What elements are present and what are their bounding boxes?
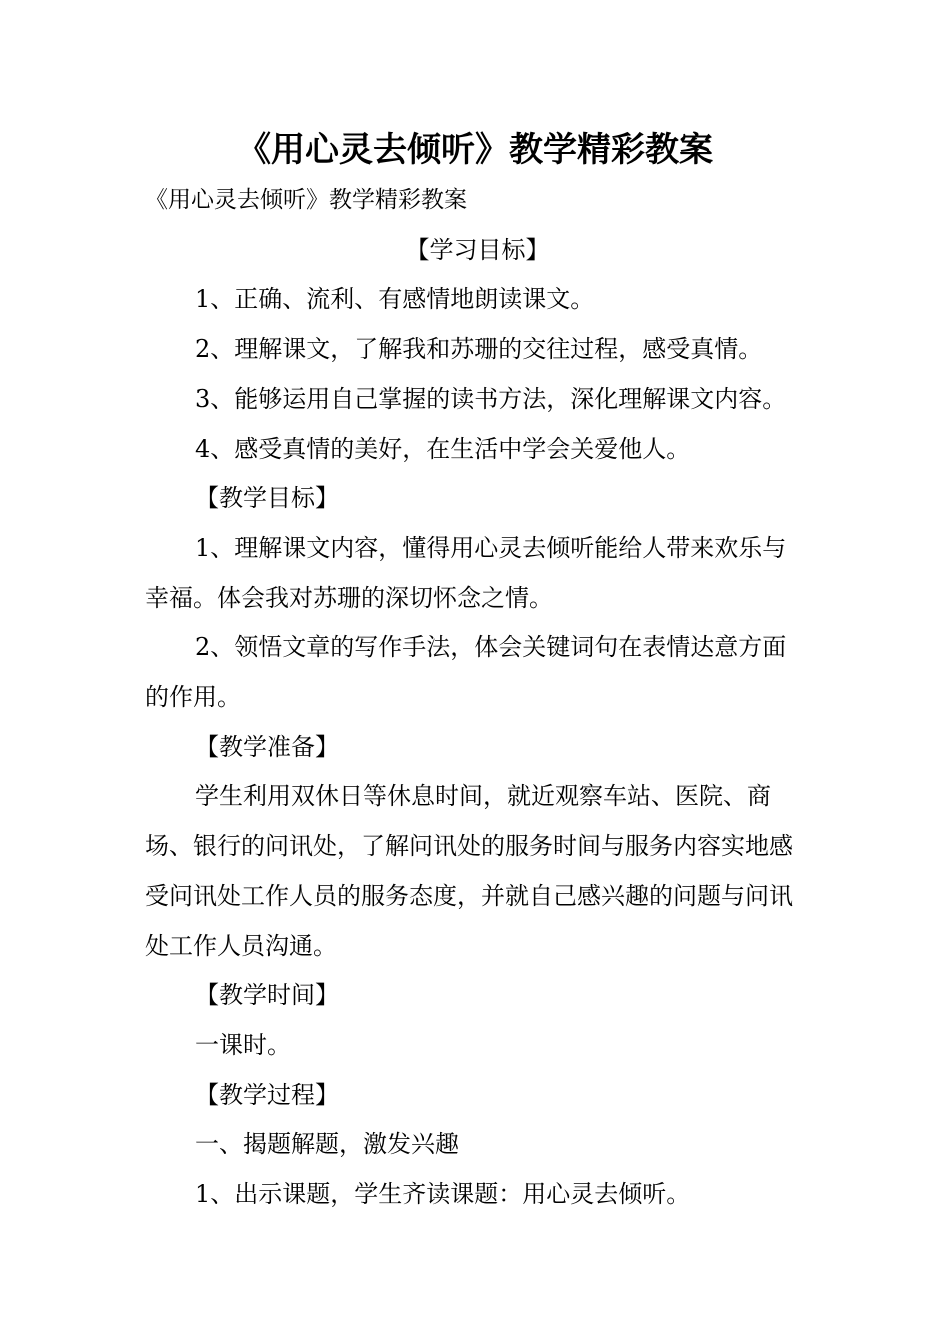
process-item: 1、出示课题，学生齐读课题：用心灵去倾听。 [195,1180,691,1209]
time-heading: 【教学时间】 [195,981,339,1010]
teaching-goals-heading: 【教学目标】 [195,484,339,513]
learning-goal-item: 1、正确、流利、有感情地朗读课文。 [195,285,595,314]
process-step: 一、揭题解题，激发兴趣 [195,1130,459,1159]
preparation-paragraph: 学生利用双休日等休息时间，就近观察车站、医院、商场、银行的问讯处，了解问讯处的服务时间与服务内容实地感受问讯处工作人员的服务态度，并就自己感兴趣的问题与问讯处工作人员沟通。 [145,782,793,960]
preparation-heading: 【教学准备】 [195,732,339,761]
learning-goal-item: 4、感受真情的美好，在生活中学会关爱他人。 [195,434,691,463]
process-heading: 【教学过程】 [195,1080,339,1109]
learning-goal-item: 3、能够运用自己掌握的读书方法，深化理解课文内容。 [195,384,787,413]
time-paragraph: 一课时。 [195,1030,291,1059]
document-body [145,176,810,1220]
document-title: 《用心灵去倾听》教学精彩教案 [237,130,713,170]
document-subtitle: 《用心灵去倾听》教学精彩教案 [145,187,467,213]
learning-goals-heading: 【学习目标】 [405,235,550,264]
learning-goal-item: 2、理解课文，了解我和苏珊的交往过程，感受真情。 [195,335,763,364]
teaching-goal-item: 2、领悟文章的写作手法，体会关键词句在表情达意方面的作用。 [145,633,787,712]
teaching-goal-item: 1、理解课文内容，懂得用心灵去倾听能给人带来欢乐与幸福。体会我对苏珊的深切怀念之情。 [145,533,787,612]
